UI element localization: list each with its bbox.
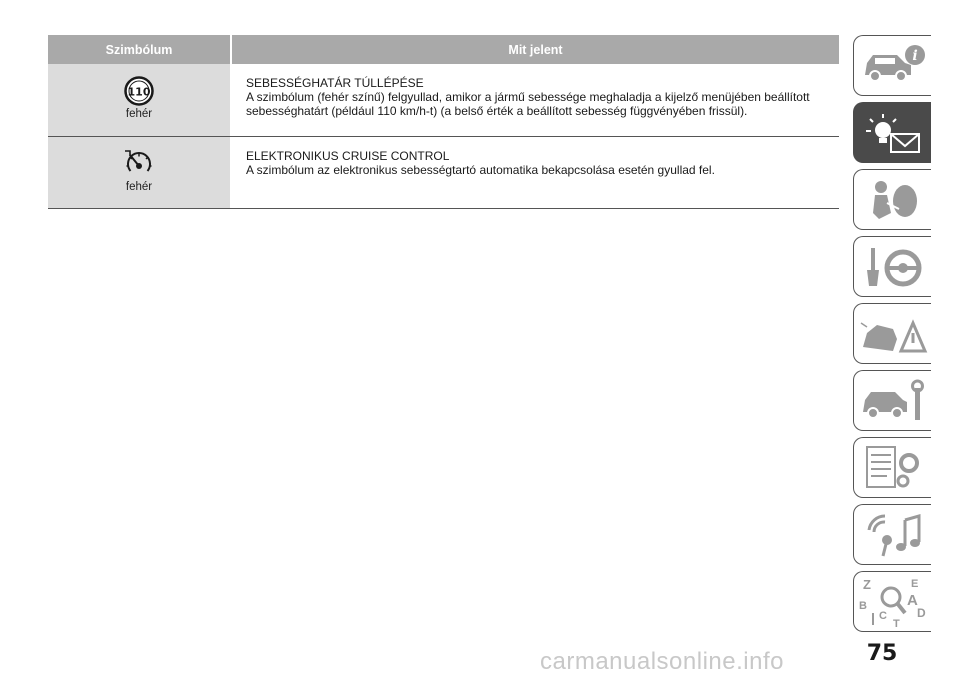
car-info-icon bbox=[857, 39, 929, 93]
meaning-description: A szimbólum (fehér színű) felgyullad, amikor a jármű sebessége meghaladja a kijelző menüjében beállított sebességhatárt (például 110 km/h-t) (a belső érték a beállított sebesség függvényében frissül). bbox=[246, 90, 810, 118]
tab-safety[interactable] bbox=[853, 169, 931, 230]
meaning-title: SEBESSÉGHATÁR TÚLLÉPÉSE bbox=[246, 76, 424, 90]
svg-text:C: C bbox=[878, 609, 887, 622]
tab-index[interactable] bbox=[853, 571, 931, 632]
tab-emergency[interactable] bbox=[853, 303, 931, 364]
meaning-title: ELEKTRONIKUS CRUISE CONTROL bbox=[246, 149, 450, 163]
list-gears-icon bbox=[857, 441, 929, 495]
table-row bbox=[48, 64, 839, 137]
symbol-table bbox=[48, 35, 839, 209]
meaning-description: A szimbólum az elektronikus sebességtartó automatika bekapcsolása esetén gyullad fel. bbox=[246, 163, 715, 177]
svg-text:i: i bbox=[911, 47, 918, 64]
svg-text:B: B bbox=[858, 599, 867, 612]
speed-limit-110-icon bbox=[119, 76, 159, 106]
svg-text:110: 110 bbox=[127, 85, 151, 99]
tab-car-info[interactable] bbox=[853, 35, 931, 96]
tab-maintenance[interactable] bbox=[853, 370, 931, 431]
svg-text:E: E bbox=[910, 577, 918, 590]
meaning-cell bbox=[230, 137, 839, 208]
svg-text:D: D bbox=[916, 605, 926, 620]
symbol-color: fehér bbox=[125, 108, 153, 120]
airbag-seat-icon bbox=[857, 173, 929, 227]
alphabet-index-search-icon bbox=[857, 575, 929, 629]
tab-multimedia[interactable] bbox=[853, 504, 931, 565]
symbol-color: fehér bbox=[125, 181, 153, 193]
svg-text:Z: Z bbox=[862, 576, 871, 592]
table-header bbox=[48, 35, 839, 64]
svg-text:A: A bbox=[906, 591, 918, 609]
car-wrench-icon bbox=[857, 374, 929, 428]
symbol-cell bbox=[48, 137, 230, 208]
cruise-control-speedometer-icon bbox=[121, 149, 157, 179]
header-symbol: Szimbólum bbox=[105, 42, 173, 57]
header-meaning: Mit jelent bbox=[230, 35, 839, 64]
radio-music-icon bbox=[857, 508, 929, 562]
tab-starting-driving[interactable] bbox=[853, 236, 931, 297]
tab-technical-data[interactable] bbox=[853, 437, 931, 498]
key-steering-wheel-icon bbox=[857, 240, 929, 294]
watermark: carmanualsonline.info bbox=[540, 648, 784, 675]
table-row bbox=[48, 137, 839, 209]
tab-warning-lights[interactable] bbox=[853, 102, 931, 163]
svg-text:T: T bbox=[892, 617, 900, 629]
warning-light-envelope-icon bbox=[857, 106, 929, 160]
meaning-cell bbox=[230, 64, 839, 136]
page-number: 75 bbox=[866, 641, 898, 666]
symbol-cell bbox=[48, 64, 230, 136]
car-crash-warning-icon bbox=[857, 307, 929, 361]
